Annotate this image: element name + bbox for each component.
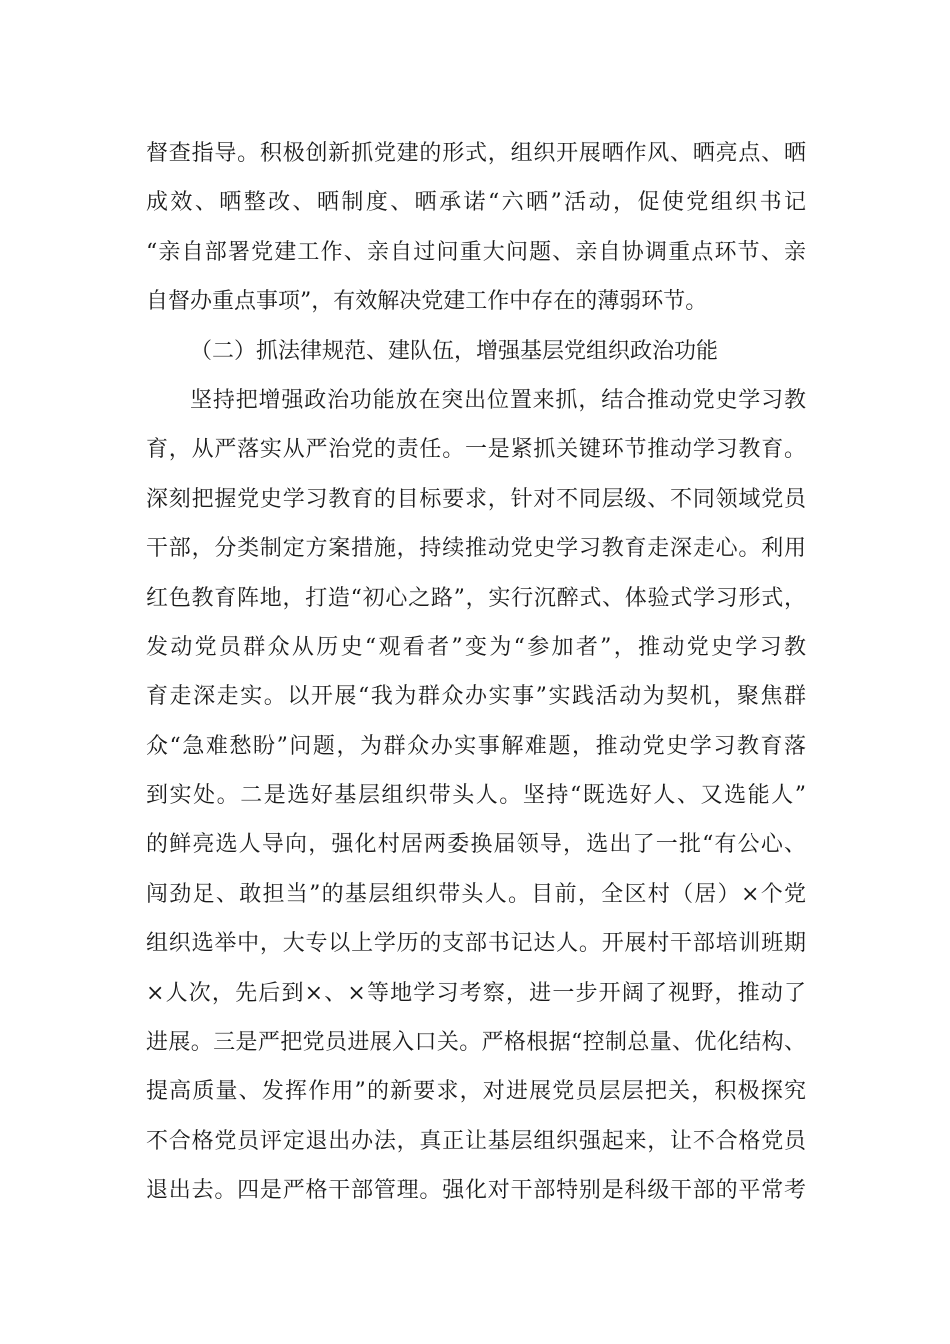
paragraph-line: 育，从严落实从严治党的责任。一是紧抓关键环节推动学习教育。 — [146, 437, 806, 463]
paragraph-line: 进展。三是严把党员进展入口关。严格根据“控制总量、优化结构、 — [146, 1030, 806, 1056]
paragraph-line: 自督办重点事项”，有效解决党建工作中存在的薄弱环节。 — [146, 289, 708, 315]
paragraph-line: 坚持把增强政治功能放在突出位置来抓，结合推动党史学习教 — [190, 387, 806, 413]
paragraph-line: 不合格党员评定退出办法，真正让基层组织强起来，让不合格党员 — [146, 1128, 806, 1154]
paragraph-line: 退出去。四是严格干部管理。强化对干部特别是科级干部的平常考 — [146, 1178, 806, 1204]
paragraph-line: 红色教育阵地，打造“初心之路”，实行沉醉式、体验式学习形式， — [146, 585, 806, 611]
paragraph-line: 提高质量、发挥作用”的新要求，对进展党员层层把关，积极探究 — [146, 1079, 806, 1105]
paragraph-line: 到实处。二是选好基层组织带头人。坚持“既选好人、又选能人” — [146, 783, 806, 809]
paragraph-line: 干部，分类制定方案措施，持续推动党史学习教育走深走心。利用 — [146, 536, 806, 562]
section-heading: （二）抓法律规范、建队伍，增强基层党组织政治功能 — [190, 338, 719, 364]
body-text — [146, 129, 806, 1216]
paragraph-line: 闯劲足、敢担当”的基层组织带头人。目前，全区村（居）×个党 — [146, 881, 806, 907]
paragraph-line: “亲自部署党建工作、亲自过问重大问题、亲自协调重点环节、亲 — [146, 239, 806, 265]
paragraph-line: 督查指导。积极创新抓党建的形式，组织开展晒作风、晒亮点、晒 — [146, 141, 806, 166]
paragraph-line: 深刻把握党史学习教育的目标要求，针对不同层级、不同领域党员 — [146, 486, 806, 512]
paragraph-line: 的鲜亮选人导向，强化村居两委换届领导，选出了一批“有公心、 — [146, 832, 806, 858]
paragraph-line: ×人次，先后到×、×等地学习考察，进一步开阔了视野，推动了 — [146, 980, 806, 1006]
paragraph-line: 组织选举中，大专以上学历的支部书记达人。开展村干部培训班期 — [146, 931, 806, 957]
paragraph-line: 众“急难愁盼”问题，为群众办实事解难题，推动党史学习教育落 — [146, 733, 806, 759]
paragraph-line: 成效、晒整改、晒制度、晒承诺“六晒”活动，促使党组织书记 — [146, 190, 806, 216]
paragraph-line: 育走深走实。以开展“我为群众办实事”实践活动为契机，聚焦群 — [146, 684, 806, 710]
paragraph-line: 发动党员群众从历史“观看者”变为“参加者”，推动党史学习教 — [146, 634, 806, 660]
